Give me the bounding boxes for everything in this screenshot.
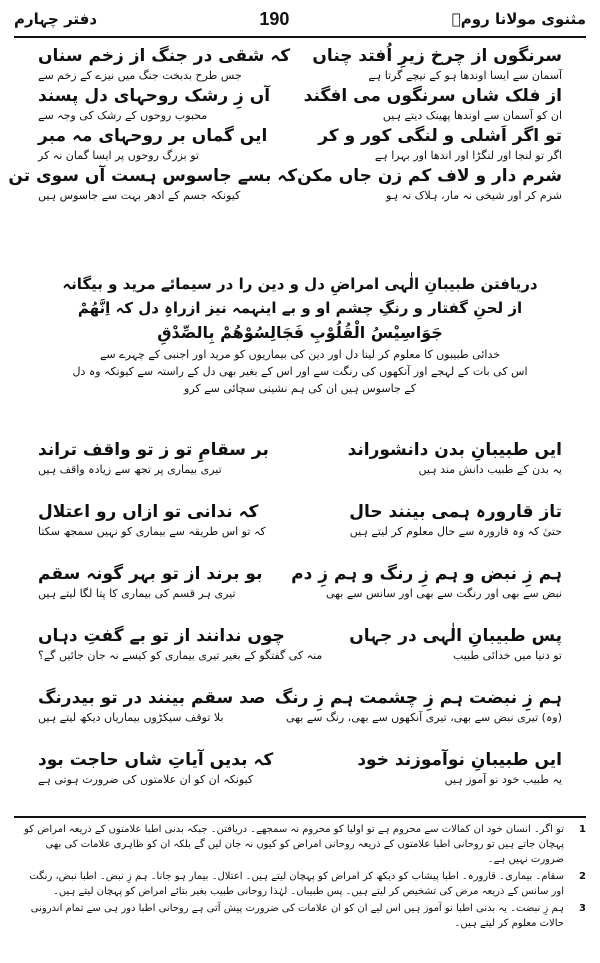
verse-first-half: ایں طبیبانِ نوآموزند خود (357, 750, 562, 770)
verse-first-half: ہم زِ نبضت ہم زِ چشمت ہم زِ رنگ (274, 688, 562, 708)
verses-section-2 (38, 438, 562, 788)
couplet (8, 164, 562, 204)
footnotes (14, 822, 586, 933)
heading-translation-1: خدائی طبیبوں کا معلوم کر لینا دل اور دین کی بیماریوں کو مرید اور اجنبی کے چہرے سے (99, 348, 501, 361)
verse-first-half: از فلک شاں سرنگوں می افگند (303, 86, 562, 106)
page-header (14, 4, 586, 34)
verse-first-half: سرنگوں از چرخ زیرِ اُفتد چناں (312, 46, 562, 66)
verse-second-half: کہ ندانی تو ازاں رو اعتلال (38, 502, 259, 522)
verse-second-half: صد سقم بینند در تو بیدرنگ (38, 688, 266, 708)
header-rule (14, 36, 586, 38)
verse-first-half: تو اگر اَشلی و لنگی کور و کر (318, 126, 562, 146)
heading-translation-2: اس کی بات کے لہجے اور آنکھوں کی رنگت سے اور اس کے بغیر بھی دل کے راستہ سے کیونکہ وہ دل (72, 365, 528, 378)
verse-second-half: کہ شقی در جنگ از زخم سناں (38, 46, 291, 66)
verses-section-1 (8, 44, 562, 204)
translation-second-half: منہ کی گفتگو کے بغیر تیری بیماری کو کیسے نہ جان جائیں گے؟ (38, 649, 323, 662)
verse-first-half: تاز قارورہ ہمی بینند حال (349, 502, 562, 522)
couplet (38, 124, 562, 164)
couplet (38, 562, 562, 602)
translation-second-half: محبوب روحوں کے رشک کی وجہ سے (38, 109, 208, 122)
translation-second-half: تیری بیماری پر تجھ سے زیادہ واقف ہیں (38, 463, 222, 476)
footnote-number: 1 (579, 824, 586, 835)
verse-first-half: شرم دار و لاف کم زن جاں مکن (297, 166, 562, 186)
verse-first-half: ہم زِ نبض و ہم زِ رنگ و ہم زِ دم (291, 564, 562, 584)
translation-first-half: یہ بدن کے طبیب دانش مند ہیں (418, 463, 562, 476)
footnote (14, 901, 586, 931)
translation-second-half: کیونکہ جسم کے ادھر بہت سے جاسوس ہیں (38, 189, 241, 202)
couplet (38, 84, 562, 124)
translation-second-half: تو بزرگ روحوں پر ایسا گمان نہ کر (38, 149, 199, 162)
verse-second-half: کہ بسے جاسوس ہست آں سوی تن (8, 166, 298, 186)
footnote (14, 869, 586, 899)
translation-first-half: نبض سے بھی اور رنگت سے بھی اور سانس سے بھی (326, 587, 562, 600)
footnote-number: 3 (579, 903, 586, 914)
verse-first-half: ایں طبیبانِ بدن دانشوراند (347, 440, 562, 460)
translation-first-half: (وہ) تیری نبض سے بھی، تیری آنکھوں سے بھی، رنگ سے بھی (285, 711, 562, 724)
footnote-text: سقام۔ بیماری۔ قارورہ۔ اطبا پیشاب کو دیکھ کر امراض کو پہچان لیتے ہیں۔ اعتلال۔ بیمار ہو جانا۔ ہم زِ نبض۔ اطبا نبض، رنگت اور سانس کے ذریعہ مرض کی تشخیص کر لیتے ہیں۔ پس طبیباں۔ لہٰذا روحانی طبیب بغیر بتائے امراض کو پہچان لیتے ہیں۔ (29, 871, 564, 897)
translation-first-half: یہ طبیب خود نو آموز ہیں (444, 773, 562, 786)
verse-second-half: چوں ندانند از تو بے گفتِ دہاں (38, 626, 285, 646)
couplet (38, 500, 562, 540)
couplet (38, 438, 562, 478)
couplet (38, 624, 562, 664)
verse-second-half: بو برند از تو بہر گونہ سقم (38, 564, 263, 584)
page-number: 190 (259, 8, 290, 29)
verse-first-half: پس طبیبانِ الٰہی در جہاں (349, 626, 562, 646)
translation-first-half: ان کو آسمان سے اوندھا پھینک دیتے ہیں (382, 109, 562, 122)
verse-second-half: بر سقامِ تو ز تو واقف تراند (38, 440, 269, 460)
verse-second-half: آں زِ رشک روحہای دل پسند (38, 86, 271, 106)
footnote-rule (14, 816, 586, 818)
translation-second-half: کیونکہ ان کو ان علامتوں کی ضرورت ہوتی ہے (38, 773, 254, 786)
section-heading (38, 272, 562, 397)
verse-second-half: ایں گماں بر روحہای مہ مبر (38, 126, 268, 146)
translation-first-half: شرم کر اور شیخی نہ مار، ہلاک نہ ہو (386, 189, 562, 202)
couplet (38, 44, 562, 84)
heading-translation-3: کے جاسوس ہیں ان کی ہم نشینی سچائی سے کرو (184, 382, 416, 395)
translation-first-half: تو دنیا میں خدائی طبیب (452, 649, 562, 662)
couplet (38, 686, 562, 726)
heading-line-2: از لحنِ گفتار و رنگِ چشم او و بے اینہمہ نیز ازراہِ دل کہ اِنَّھُمْ (77, 299, 523, 317)
footnote-text: تو اگر۔ انسان خود ان کمالات سے محروم ہے تو اولیا کو محروم نہ سمجھے۔ دریافتن۔ جبکہ بدنی اطبا علامتوں کے ذریعہ امراض کو پہچان جاتے ہیں تو روحانی اطبا علامتوں کے ذریعہ روحانی امراض کو کیوں نہ جان لیں گے بلکہ ان کو ظاہری علامات کی بھی ضرورت نہیں ہے۔ (24, 824, 564, 865)
translation-first-half: آسمان سے ایسا اوندھا ہو کے نیچے گرتا ہے (368, 69, 562, 82)
verse-second-half: کہ بدیں آیاتِ شاں حاجت بود (38, 750, 274, 770)
footnote-number: 2 (579, 871, 586, 882)
translation-first-half: حتیٰ کہ وہ قارورہ سے حال معلوم کر لیتے ہیں (349, 525, 562, 538)
couplet (38, 748, 562, 788)
footnote (14, 822, 586, 867)
arabic-quote: جَوَاسِیْسُ الْقُلُوْبِ فَجَالِسُوْھُمْ بِالصِّدْقِ (157, 323, 443, 342)
translation-second-half: بلا توقف سیکڑوں بیماریاں دیکھ لیتے ہیں (38, 711, 224, 724)
heading-line-1: دریافتن طبیبانِ الٰہی امراضِ دل و دین را در سیمائے مرید و بیگانہ (62, 275, 538, 293)
book-title: مثنوی مولانا رومؒ (451, 10, 586, 28)
footnote-text: ہم زِ نبضت۔ یہ بدنی اطبا نو آموز ہیں اس لیے ان کو ان علامات کی ضرورت پیش آتی ہے روحانی اطبا دور ہی سے تمام اندرونی حالات معلوم کر لیتے ہیں۔ (30, 903, 564, 929)
translation-first-half: اگر تو لنجا اور لنگڑا اور اندھا اور بہرا ہے (374, 149, 562, 162)
translation-second-half: جس طرح بدبخت جنگ میں نیزے کے زخم سے (38, 69, 242, 82)
translation-second-half: کہ تو اس طریقہ سے بیماری کو نہیں سمجھ سکتا (38, 525, 266, 538)
book-section-title: دفتر چہارم (14, 10, 98, 28)
translation-second-half: تیری ہر قسم کی بیماری کا پتا لگا لیتے ہیں (38, 587, 236, 600)
